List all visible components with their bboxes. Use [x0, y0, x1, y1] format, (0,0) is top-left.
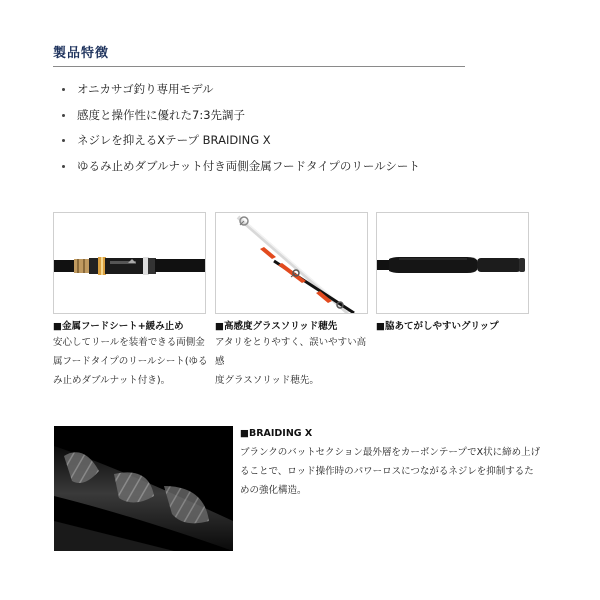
- caption-text-rod-tip: [215, 333, 375, 390]
- feature-item: ゆるみ止めダブルナット付き両側金属フードタイプのリールシート: [62, 159, 420, 174]
- feature-list: [62, 82, 420, 184]
- rod-tip-photo: [215, 212, 368, 314]
- caption-text-reel-seat: [53, 333, 213, 390]
- feature-item: オニカサゴ釣り専用モデル: [62, 82, 420, 97]
- feature-item: ネジレを抑えるXテープ BRAIDING X: [62, 133, 420, 148]
- section-title: 製品特徴: [53, 46, 110, 61]
- caption-line: アタリをとりやすく、誤いやすい高感: [215, 337, 367, 367]
- feature-item: 感度と操作性に優れた7:3先調子: [62, 108, 420, 123]
- braiding-description: [240, 443, 560, 500]
- reel-seat-photo: [53, 212, 206, 314]
- braiding-line: めの強化構造。: [240, 485, 307, 496]
- caption-line: 属フードタイプのリールシート(ゆる: [53, 356, 208, 367]
- caption-heading-rod-tip: ■高感度グラスソリッド穂先: [215, 321, 338, 332]
- caption-line: 度グラスソリッド穂先。: [215, 375, 319, 386]
- grip-photo: [376, 212, 529, 314]
- title-divider: [53, 66, 465, 67]
- braiding-x-photo: [54, 426, 233, 551]
- braiding-line: ることで、ロッド操作時のパワーロスにつながるネジレを抑制するた: [240, 466, 534, 477]
- caption-line: 安心してリールを装着できる両側金: [53, 337, 205, 348]
- caption-heading-reel-seat: ■金属フードシート+緩み止め: [53, 321, 184, 332]
- braiding-heading: ■BRAIDING X: [240, 428, 313, 439]
- caption-line: み止めダブルナット付き)。: [53, 375, 171, 386]
- braiding-line: ブランクのバットセクション最外層をカーボンテープでX状に締め上げ: [240, 447, 541, 458]
- caption-heading-grip: ■脇あてがしやすいグリップ: [376, 321, 499, 332]
